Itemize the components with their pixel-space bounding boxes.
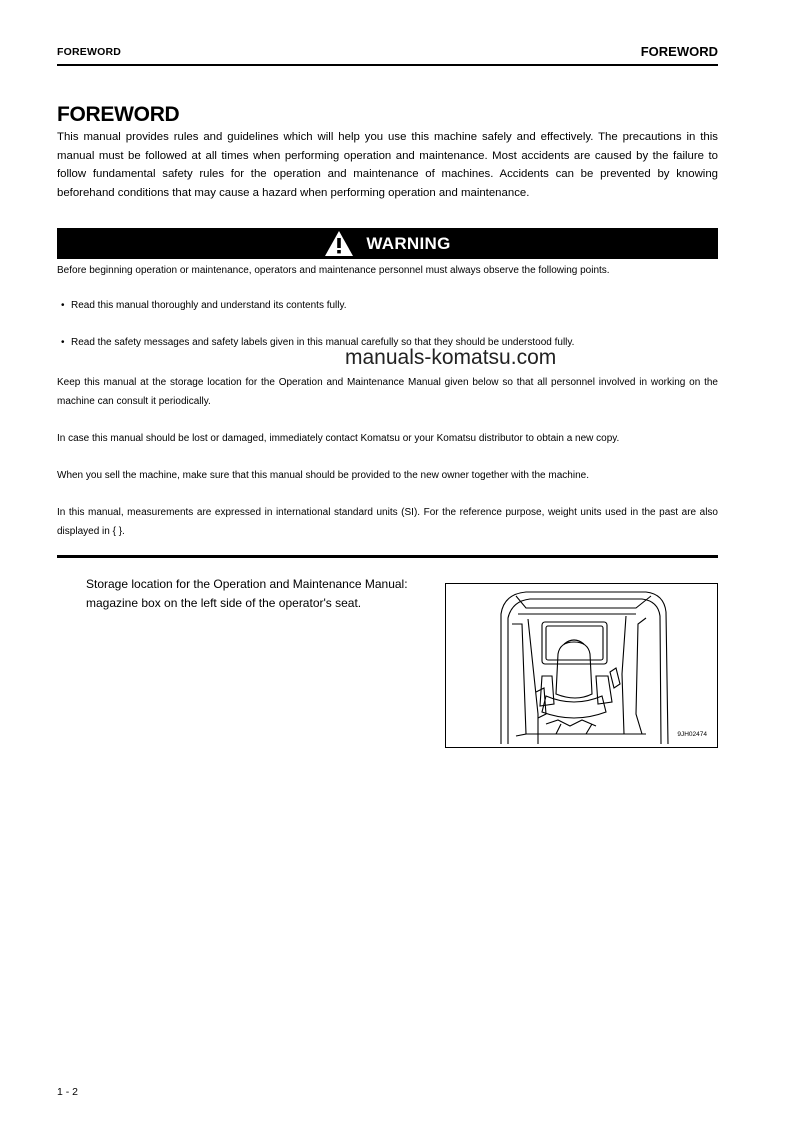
warning-label: WARNING bbox=[366, 233, 451, 253]
operator-cab-figure bbox=[445, 583, 718, 748]
warning-bullet-1 bbox=[61, 300, 347, 311]
warning-triangle-icon bbox=[324, 230, 354, 257]
warning-end-divider bbox=[57, 555, 718, 558]
watermark: manuals-komatsu.com bbox=[345, 346, 557, 369]
warning-banner bbox=[57, 228, 718, 259]
warning-paragraph-3: When you sell the machine, make sure that this manual should be provided to the new owner together with the machine. bbox=[57, 470, 589, 481]
header-left-title: FOREWORD bbox=[57, 46, 122, 58]
warning-bullet-text: Read this manual thoroughly and understand its contents fully. bbox=[71, 300, 347, 311]
storage-line-2: magazine box on the left side of the operator's seat. bbox=[86, 596, 362, 610]
page-title: FOREWORD bbox=[57, 103, 180, 126]
warning-lead: Before beginning operation or maintenance, operators and maintenance personnel must always observe the following points. bbox=[57, 265, 610, 276]
cab-illustration bbox=[446, 584, 717, 747]
warning-paragraph-2: In case this manual should be lost or damaged, immediately contact Komatsu or your Komatsu distributor to obtain a new copy. bbox=[57, 433, 620, 444]
intro-paragraph: This manual provides rules and guidelines which will help you use this machine safely and effectively. The precautions in this manual must be followed at all times when performing operation and maintenance. Most accidents are caused by the failure to follow fundamental safety rules for the operation and maintenance of machines. Accidents can be prevented by knowing beforehand conditions that may cause a hazard when performing operation and maintenance. bbox=[57, 131, 718, 199]
warning-paragraph-4: In this manual, measurements are expressed in international standard units (SI). For the reference purpose, weight units used in the past are also displayed in { }. bbox=[57, 507, 718, 537]
header-divider bbox=[57, 64, 718, 66]
warning-paragraph-1: Keep this manual at the storage location for the Operation and Maintenance Manual given below so that all personnel involved in working on the machine can consult it periodically. bbox=[57, 377, 718, 407]
bullet-dot-icon: • bbox=[61, 337, 65, 348]
page-number: 1 - 2 bbox=[57, 1086, 79, 1098]
warning-bullet-text: Read the safety messages and safety labels given in this manual carefully so that they should be understood fully. bbox=[71, 337, 575, 348]
bullet-dot-icon: • bbox=[61, 300, 65, 311]
header-right-title: FOREWORD bbox=[640, 44, 718, 59]
storage-location-text bbox=[86, 575, 446, 613]
storage-line-1: Storage location for the Operation and Maintenance Manual: bbox=[86, 577, 408, 591]
figure-code: 9JH02474 bbox=[677, 731, 707, 738]
